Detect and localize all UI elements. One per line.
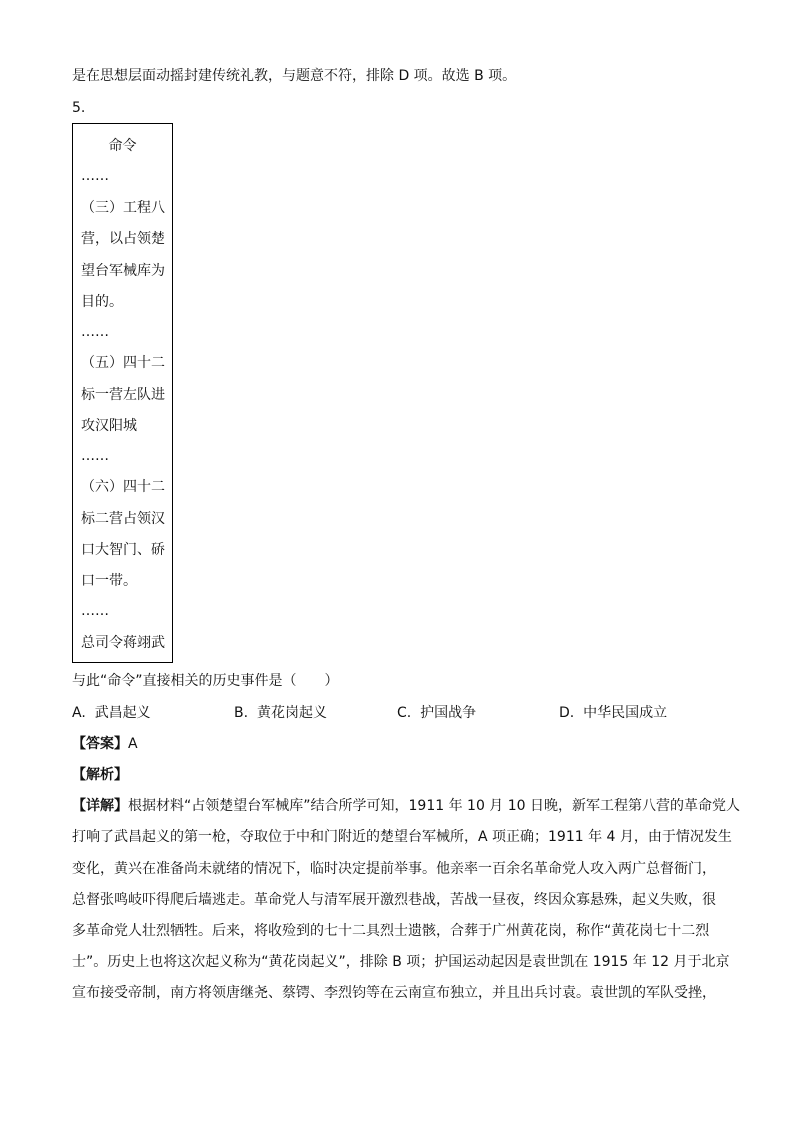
order-line: （三）工程八 [81, 200, 165, 216]
answer-line: 【答案】A [72, 736, 138, 752]
order-line: 攻汉阳城 [81, 418, 137, 434]
option-b: B. 黄花岗起义 [234, 705, 327, 721]
detail-line: 多革命党人壮烈牺牲。后来，将收殓到的七十二具烈士遗骸，合葬于广州黄花岗，称作“黄花岗七十二烈 [72, 923, 710, 939]
order-line: 目的。 [81, 294, 123, 310]
order-line: （六）四十二 [81, 479, 165, 495]
option-c: C. 护国战争 [397, 705, 477, 721]
detail-line: 变化，黄兴在准备尚未就绪的情况下，临时决定提前举事。他亲率一百余名革命党人攻入两广总督衙门， [72, 861, 716, 877]
detail-line: 打响了武昌起义的第一枪，夺取位于中和门附近的楚望台军械所，A 项正确；1911 年 4 月，由于情况发生 [72, 829, 732, 845]
detail-line: 士”。历史上也将这次起义称为“黄花岗起义”，排除 B 项；护国运动起因是袁世凯在 1915 年 12 月于北京 [72, 954, 730, 970]
order-title: 命令 [108, 138, 137, 154]
question-stem: 与此“命令”直接相关的历史事件是（ ） [72, 673, 339, 689]
order-line: （五）四十二 [81, 355, 165, 371]
order-line: 标二营占领汉 [81, 511, 165, 527]
order-box [72, 123, 173, 663]
order-line: 口一带。 [81, 573, 137, 589]
order-line: 望台军械库为 [81, 263, 165, 279]
option-a: A. 武昌起义 [72, 705, 151, 721]
analysis-label: 【解析】 [72, 767, 128, 783]
order-line: 口大智门、硚 [81, 542, 165, 558]
detail-line: 【详解】根据材料“占领楚望台军械库”结合所学可知，1911 年 10 月 10 日晚，新军工程第八营的革命党人 [72, 798, 741, 814]
question-number: 5. [72, 100, 86, 116]
order-line: …… [81, 168, 109, 184]
order-line: …… [81, 603, 109, 619]
previous-answer-line: 是在思想层面动摇封建传统礼教，与题意不符，排除 D 项。故选 B 项。 [72, 68, 517, 84]
order-signature: 总司令蒋翊武 [81, 635, 165, 651]
detail-line: 总督张鸣岐吓得爬后墙逃走。革命党人与清军展开激烈巷战，苦战一昼夜，终因众寡悬殊，起义失败，很 [72, 892, 716, 908]
order-line: 标一营左队进 [81, 387, 165, 403]
order-line: …… [81, 324, 109, 340]
detail-line: 宣布接受帝制，南方将领唐继尧、蔡锷、李烈钧等在云南宣布独立，并且出兵讨袁。袁世凯的军队受挫， [72, 985, 716, 1001]
order-line: …… [81, 448, 109, 464]
order-line: 营，以占领楚 [81, 231, 165, 247]
option-d: D. 中华民国成立 [559, 705, 668, 721]
